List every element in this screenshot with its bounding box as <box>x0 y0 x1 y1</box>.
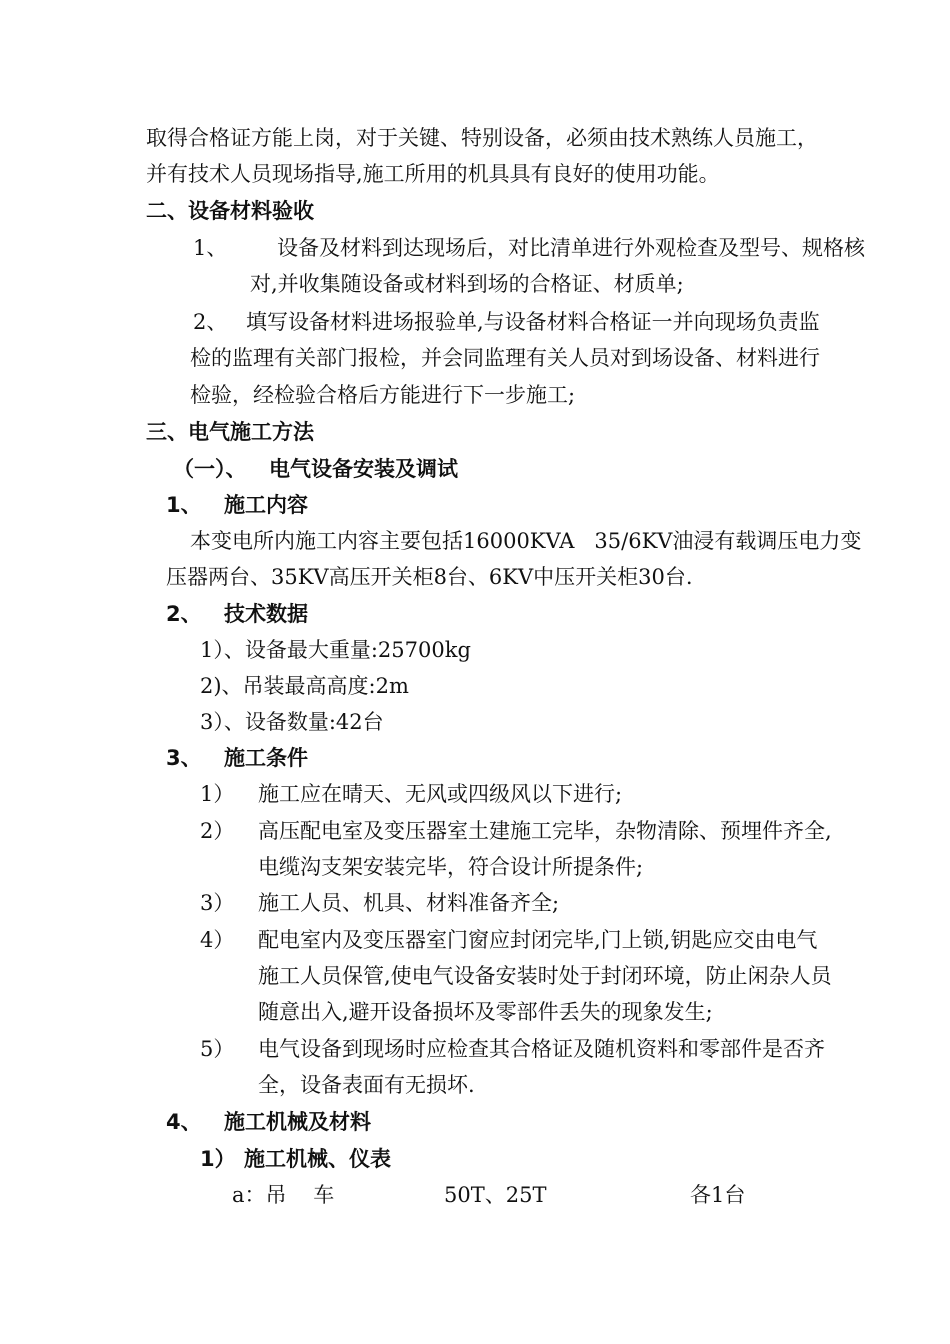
p2-number: 2、 <box>166 602 202 626</box>
sec3-sub-title: 电气设备安装及调试 <box>269 457 458 481</box>
p2-item-3: 3）、设备数量:42台 <box>200 710 384 734</box>
p3-item-4-line-3: 随意出入,避开设备损坏及零部件丢失的现象发生; <box>258 1000 713 1024</box>
sec2-item-2-line-3: 检验，经检验合格后方能进行下一步施工; <box>190 383 576 407</box>
section-2-heading: 二、设备材料验收 <box>146 199 314 223</box>
intro-line-1: 取得合格证方能上岗，对于关键、特别设备，必须由技术熟练人员施工， <box>146 126 818 150</box>
p2-item-2: 2)、吊装最高高度:2m <box>200 674 409 698</box>
p3-item-5-line-2: 全，设备表面有无损坏. <box>258 1073 475 1097</box>
p3-item-4-number: 4） <box>200 928 235 952</box>
p4-title: 施工机械及材料 <box>224 1110 371 1134</box>
p1-line-1: 本变电所内施工内容主要包括16000KVA 35/6KV油浸有载调压电力变 <box>190 529 862 553</box>
p1-number: 1、 <box>166 493 202 517</box>
p3-item-4-line-2: 施工人员保管,使电气设备安装时处于封闭环境，防止闲杂人员 <box>258 964 832 988</box>
p4-sub-title: 施工机械、仪表 <box>244 1147 391 1171</box>
sec2-item-2-line-1: 填写设备材料进场报验单,与设备材料合格证一并向现场负责监 <box>246 310 820 334</box>
p3-item-2-number: 2） <box>200 819 235 843</box>
p3-item-3-line-1: 施工人员、机具、材料准备齐全; <box>258 891 560 915</box>
p2-item-1: 1）、设备最大重量:25700kg <box>200 638 471 662</box>
section-3-heading: 三、电气施工方法 <box>146 420 314 444</box>
intro-line-2: 并有技术人员现场指导,施工所用的机具具有良好的使用功能。 <box>146 162 720 186</box>
p1-title: 施工内容 <box>224 493 308 517</box>
equipment-row-spec: 50T、25T <box>444 1183 547 1207</box>
sec2-item-1-line-2: 对,并收集随设备或材料到场的合格证、材质单; <box>250 272 684 296</box>
p3-item-1-line-1: 施工应在晴天、无风或四级风以下进行; <box>258 782 623 806</box>
p3-item-5-number: 5） <box>200 1037 235 1061</box>
p3-item-2-line-1: 高压配电室及变压器室土建施工完毕，杂物清除、预埋件齐全, <box>258 819 832 843</box>
p4-number: 4、 <box>166 1110 202 1134</box>
sec2-item-2-number: 2、 <box>193 310 228 334</box>
sec3-sub-number: （一）、 <box>173 457 247 481</box>
p3-item-1-number: 1） <box>200 782 235 806</box>
p4-sub-number: 1） <box>200 1147 236 1171</box>
sec2-item-1-line-1: 设备及材料到达现场后，对比清单进行外观检查及型号、规格核 <box>277 236 865 260</box>
p2-title: 技术数据 <box>224 602 308 626</box>
equipment-row-label: a：吊 车 <box>232 1183 335 1207</box>
p3-item-5-line-1: 电气设备到现场时应检查其合格证及随机资料和零部件是否齐 <box>258 1037 825 1061</box>
p3-item-2-line-2: 电缆沟支架安装完毕，符合设计所提条件; <box>258 855 644 879</box>
p3-item-4-line-1: 配电室内及变压器室门窗应封闭完毕,门上锁,钥匙应交由电气 <box>258 928 818 952</box>
p1-line-2: 压器两台、35KV高压开关柜8台、6KV中压开关柜30台. <box>166 565 693 589</box>
p3-number: 3、 <box>166 746 202 770</box>
p3-item-3-number: 3） <box>200 891 235 915</box>
sec2-item-2-line-2: 检的监理有关部门报检，并会同监理有关人员对到场设备、材料进行 <box>190 346 820 370</box>
equipment-row-qty: 各1台 <box>690 1183 746 1207</box>
sec2-item-1-number: 1、 <box>193 236 228 260</box>
p3-title: 施工条件 <box>224 746 308 770</box>
